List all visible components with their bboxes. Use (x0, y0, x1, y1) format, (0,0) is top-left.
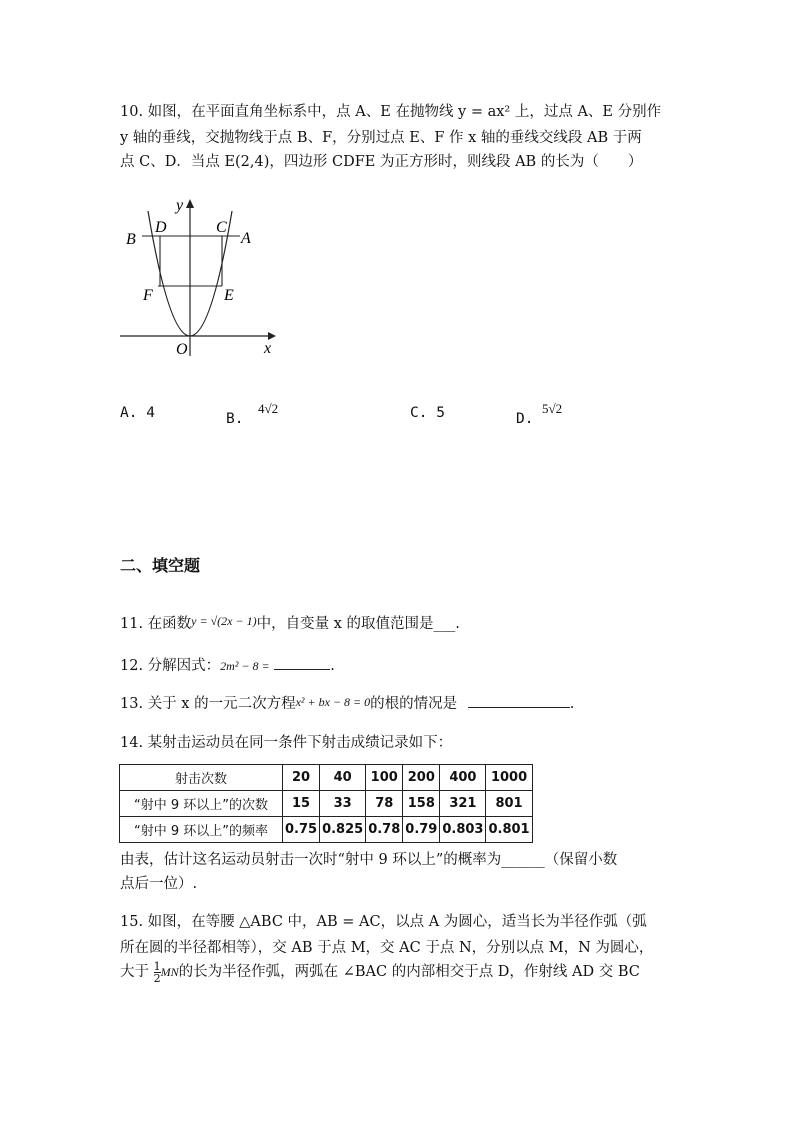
table-cell: 0.78 (366, 817, 403, 843)
q15-line-3 (120, 960, 640, 984)
table-header-cell: 1000 (486, 765, 532, 791)
table-header-cell: 400 (440, 765, 486, 791)
table-cell: 0.825 (320, 817, 366, 843)
q12-before: 12. 分解因式： (120, 658, 221, 674)
table-header-cell: 射击次数 (120, 765, 283, 791)
table-cell: 15 (283, 791, 320, 817)
table-cell: “射中 9 环以上”的次数 (120, 791, 283, 817)
table-row (120, 791, 533, 817)
option-b-letter: B. (226, 411, 244, 427)
q15-mn: MN (160, 965, 179, 979)
q14-follow-line-1: 由表，估计这名运动员射击一次时“射中 9 环以上”的概率为______（保留小数 (120, 852, 618, 868)
q14-follow-line-2: 点后一位）. (120, 876, 198, 892)
table-cell: 0.75 (283, 817, 320, 843)
section-title: 二、填空题 (120, 556, 201, 575)
table-cell: 0.803 (440, 817, 486, 843)
label-d: D (155, 219, 167, 236)
q11-line (120, 612, 460, 633)
q15-before: 大于 (120, 964, 149, 980)
table-cell: 158 (403, 791, 440, 817)
table-cell: 0.79 (403, 817, 440, 843)
q13-answer-blank[interactable] (468, 693, 570, 708)
q15-after: 的长为半径作弧，两弧在 ∠BAC 的内部相交于点 D，作射线 AD 交 BC (178, 964, 640, 980)
y-axis-arrow (186, 199, 194, 208)
option-a: A. 4 (120, 405, 155, 421)
fraction-denominator: 2 (153, 971, 161, 985)
table-header-cell: 20 (283, 765, 320, 791)
label-c: C (216, 219, 227, 236)
q13-before: 13. 关于 x 的一元二次方程 (120, 696, 296, 712)
table-row (120, 765, 533, 791)
table-header-cell: 200 (403, 765, 440, 791)
q14-intro: 14. 某射击运动员在同一条件下射击成绩记录如下： (120, 735, 453, 751)
fraction-numerator: 1 (153, 959, 161, 973)
q11-before: 11. 在函数 (120, 616, 192, 632)
fraction-one-half (154, 961, 161, 984)
q12-expression: 2m² − 8 = (220, 659, 270, 673)
table-cell: 321 (440, 791, 486, 817)
table-cell: 33 (320, 791, 366, 817)
table-header-cell: 40 (320, 765, 366, 791)
q13-end: . (569, 696, 575, 712)
q12-line (120, 654, 335, 675)
q12-after: . (330, 658, 335, 674)
table-cell: 801 (486, 791, 532, 817)
label-b: B (126, 231, 136, 248)
q10-line-1: 10. 如图，在平面直角坐标系中，点 A、E 在抛物线 y = ax² 上，过点 A、E 分别作 (120, 104, 662, 120)
option-b-value: 4√2 (258, 401, 279, 416)
q13-equation: x² + bx − 8 = 0 (295, 695, 371, 709)
q10-line-2: y 轴的垂线，交抛物线于点 B、F，分别过点 E、F 作 x 轴的垂线交线段 AB 于两 (120, 130, 642, 146)
q12-answer-blank[interactable] (274, 655, 330, 670)
table-row (120, 817, 533, 843)
table-cell: 0.801 (486, 817, 532, 843)
option-c: C. 5 (410, 405, 445, 421)
q15-line-1: 15. 如图，在等腰 △ABC 中，AB = AC，以点 A 为圆心，适当长为半径作弧（弧 (120, 914, 647, 930)
q15-line-2: 所在圆的半径都相等），交 AB 于点 M，交 AC 于点 N，分别以点 M，N 为圆心， (120, 940, 654, 956)
label-a: A (241, 230, 251, 247)
label-f: F (143, 287, 153, 304)
label-o: O (176, 341, 188, 358)
label-x: x (264, 340, 272, 357)
label-e: E (224, 287, 234, 304)
parabola-figure (118, 196, 298, 366)
q11-function: y = √(2x − 1) (191, 614, 257, 628)
table-cell: 78 (366, 791, 403, 817)
x-axis-arrow (268, 332, 276, 340)
q13-line (120, 692, 574, 713)
option-d-letter: D. (516, 411, 534, 427)
q11-after: 中，自变量 x 的取值范围是___. (256, 616, 460, 632)
label-y: y (176, 197, 184, 214)
table-cell: “射中 9 环以上”的频率 (120, 817, 283, 843)
option-d-value: 5√2 (542, 401, 563, 416)
q10-line-3: 点 C、D．当点 E(2,4)，四边形 CDFE 为正方形时，则线段 AB 的长为（ ） (120, 154, 643, 170)
table-header-cell: 100 (366, 765, 403, 791)
shooting-record-table (119, 764, 533, 843)
q13-after: 的根的情况是 (370, 696, 458, 712)
